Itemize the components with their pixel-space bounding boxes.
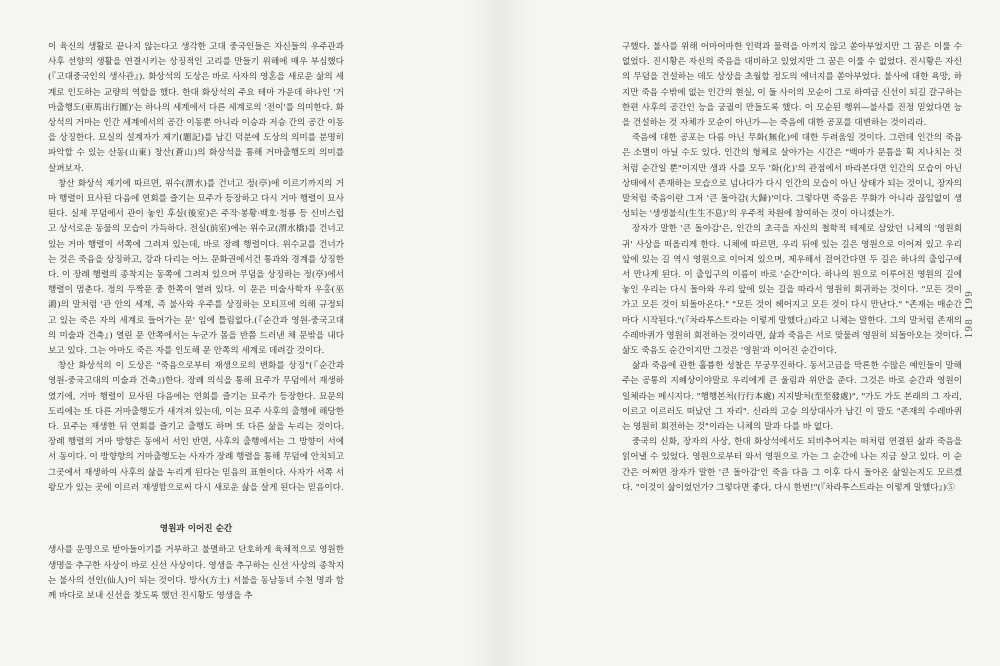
book-gutter-shadow <box>470 0 530 666</box>
right-paragraph-1: 구했다. 불사를 위해 어마어마한 인력과 물력을 아끼지 않고 쏟아부었지만 그 꿈은 이룰 수 없었다. 진시황은 자신의 죽음을 대비하고 있었지만 그 꿈은 이룰 수 없었다. 진시황은 자신의 무덤을 건설하는 데도 상상을 초월할 정도의 에너지를 쏟아부었다. 불사에 대한 욕망, 하지만 죽음 수밖에 없는 인간의 현실, 이 둘 사이의 모순이 그로 하여금 신선이 되길 갈구하는 한편 사후의 공간인 능을 궁궐이 만들도록 했다. 이 모순된 행위—불사를 진정 믿었다면 능을 건설하는 것 자체가 모순이 아닌가—는 죽음에 대한 공포를 대변하는 것이리라. <box>622 42 962 129</box>
page-number-right: 199 <box>965 290 975 311</box>
section-heading: 영원과 이어진 순간 <box>159 524 233 535</box>
right-paragraph-5: 중국의 신화, 장자의 사상, 한대 화상석에서도 되비추어지는 떠처럼 연결된 삶과 죽음을 읽어낼 수 있었다. 영원으로부터 와서 영원으로 가는 그 순간에 나는 지금 살고 있다. 이 순간은 어쩌면 장자가 말한 '큰 돌아감'인 죽음 다음 그 이후 다시 돌아온 삶일는지도 모르겠다. "이것이 삶이었던가? 그렇다면 좋다, 다시 한번!"(『차라투스트라는 이렇게 말했다』)⑤ <box>622 437 962 493</box>
left-paragraph-1: 이 육신의 생활로 끝나지 않는다고 생각한 고대 중국인들은 자신들의 우주관과 사후 선향의 생활을 연결시키는 상징적인 고리를 만들기 위해에 매우 부심했다(『고대중국인의 생사관』). 화상석의 도상은 바로 사자의 영혼을 새로운 삶의 세계로 인도하는 교량의 역할을 했다. 한대 화상석의 주요 테마 가운데 하나인 '거마출행도(車馬出行圖)'는 하나의 세계에서 다른 세계로의 '전이'를 의미한다. 화상석의 거마는 인간 세계에서의 공간 이동뿐 아니라 이승과 저승 간의 공간 이동을 상징한다. 묘실의 설계자가 제기(題記)를 남긴 덕분에 도상의 의미를 분명히 파악할 수 있는 산동(山東) 창산(蒼山)의 화상석을 통해 거마출행도의 의미를 살펴보자. <box>48 42 344 174</box>
right-paragraph-4: 삶과 죽음에 관한 훌륭한 성찰은 무궁무진하다. 동서고금을 막론한 수많은 예인들이 말해주는 공통의 지혜상이야말로 우리에게 큰 울림과 위안을 준다. 그것은 바로 순간과 영원이 일체라는 메시지다. "행행본처(行行本處) 지지발처(至至發處)", "가도 가도 본래의 그 자리, 이르고 이르러도 떠났던 그 자리". 신라의 고승 의상대사가 남긴 이 말도 "존재의 수레바퀴는 영원히 회전하는 것"이라는 니체의 말과 다를 바 없다. <box>622 361 962 433</box>
right-page <box>622 40 962 496</box>
left-paragraph-2: 창산 화상석 제기에 따르면, 위수(渭水)를 건너고 정(亭)에 이르기까지의 거마 행렬이 묘사된 다음에 연회를 즐기는 묘주가 등장하고 다시 거마 행렬이 묘사된다. 실제 무덤에서 관이 놓인 후실(後室)은 주작·봉황·백호·청룡 등 신비스럽고 상서로운 동물의 모습이 가득하다. 전실(前室)에는 위수교(渭水橋)를 건너고 있는 거마 행렬이 서쪽에 그려져 있는데, 바로 장례 행렬이다. 위수교를 건너가는 것은 죽음을 상징하고, 강과 다리는 어느 문화권에서건 통과와 경계를 상징한다. 이 장례 행렬의 종착지는 동쪽에 그려져 있으며 무덤을 상징하는 정(亭)에서 행렬이 멈춘다. 정의 두짝문 중 한쪽이 열려 있다. 이 문은 미술사학자 우홍(巫鴻)의 말처럼 '관 안의 세계, 즉 불사와 우주를 상징하는 모티프에 의해 규정되고 있는 죽은 자의 세계로 들어가는 문' 임에 틀림없다.(『순간과 영원-중국고대의 미술과 건축』) 열린 문 안쪽에서는 누군가 몸을 반쯤 드러낸 채 문밖을 내다보고 있다. 그는 아마도 죽은 자를 인도해 문 안쪽의 세계로 데려갈 것이다. <box>48 178 344 357</box>
right-paragraph-3: 장자가 말한 '큰 돌아감'은, 인간의 초극을 자신의 철학적 테제로 삼았던 니체의 '영원회귀' 사상을 떠올리게 한다. 니체에 따르면, 우리 뒤에 있는 길은 영원으로 이어져 있고 우리 앞에 있는 길 역시 영원으로 이어져 있으며, 제우해서 걸어간다면 두 길은 하나의 출입구에서 만나게 된다. 이 출입구의 이름이 바로 '순간'이다. 하나의 원으로 이루어진 영원의 길에 놓인 우리는 다시 돌아와 우리 앞에 있는 길을 따라서 영원히 회귀하는 것이다. "모든 것이 가고 모든 것이 되돌아온다." "모든 것이 헤어지고 모든 것이 다시 만난다." "존재는 매순간마다 시작된다."(『차라투스트라는 이렇게 말했다』)라고 니체는 말한다. 그의 말처럼 존재의 수레바퀴가 영원히 회전하는 것이라면, 삶과 죽음은 서로 맞물려 영원히 되돌아오는 것이다. 삶도 죽음도 순간이지만 그것은 '영원'과 이어진 순간이다. <box>622 224 962 357</box>
page-number-left: 198 <box>965 318 975 339</box>
left-paragraph-3: 창산 화상석의 이 도상은 "죽음으로부터 재생으로의 변화를 상징"(『순간과 영원-중국고대의 미술과 건축』)한다. 장례 의식을 통해 묘주가 무덤에서 재생하였기에, 거마 행렬이 묘사된 다음에는 연회를 즐기는 묘주가 등장한다. 묘문의 도리에는 또 다른 거마출행도가 새겨져 있는데, 이는 묘주 사후의 출행에 해당한다. 묘주는 재생한 뒤 연회를 즐기고 출행도 하며 또 다른 삶을 누리는 것이다. 장례 행렬의 거마 방향은 동에서 서인 반면, 사후의 출행에서는 그 방향이 서에서 동이다. 이 방향항의 거마출행도는 사자가 장례 행렬을 통해 무덤에 안치되고 그곳에서 재생하여 사후의 삶을 누리게 된다는 믿음의 표현이다. 사자가 서쪽 서왕모가 있는 곳에 이르러 재생함으로써 다시 새로운 삶을 살게 된다는 믿음이다. <box>48 361 344 493</box>
right-paragraph-2: 죽음에 대한 공포는 다름 아닌 무화(無化)에 대한 두려움일 것이다. 그런데 인간의 죽음은 소멸이 아닐 수도 있다. 인간의 형체로 살아가는 시간은 "백마가 문틈을 획 지나치는 것처럼 순간일 뿐"이지만 생과 사를 모두 '화(化)'의 관점에서 바라본다면 인간의 모습이 아닌 상태에서 존재하는 모습으로 넘나다가 다시 인간의 모습이 아닌 상태가 되는 것이니, 장자의 말처럼 죽음이란 그저 '큰 돌아감(大歸)'이다. 그렇다면 죽음은 무화가 아니라 끊임없이 생성되는 '생생불식(生生不息)'의 우주적 차원에 참여하는 것이 아니겠는가. <box>622 133 962 220</box>
left-page <box>48 40 344 604</box>
left-section-paragraph: 생사를 운명으로 받아들이기를 거부하고 불멸하고 단호하게 육체적으로 영원한 생명을 추구한 사상이 바로 신선 사상이다. 영생을 추구하는 신선 사상의 종착지는 불사의 선인(仙人)이 되는 것이다. 방사(方士) 서불을 동남동녀 수천 명과 함께 바다로 보내 신선을 찾도록 했던 진시황도 영생을 추 <box>48 545 344 601</box>
page-numbers <box>965 290 975 338</box>
